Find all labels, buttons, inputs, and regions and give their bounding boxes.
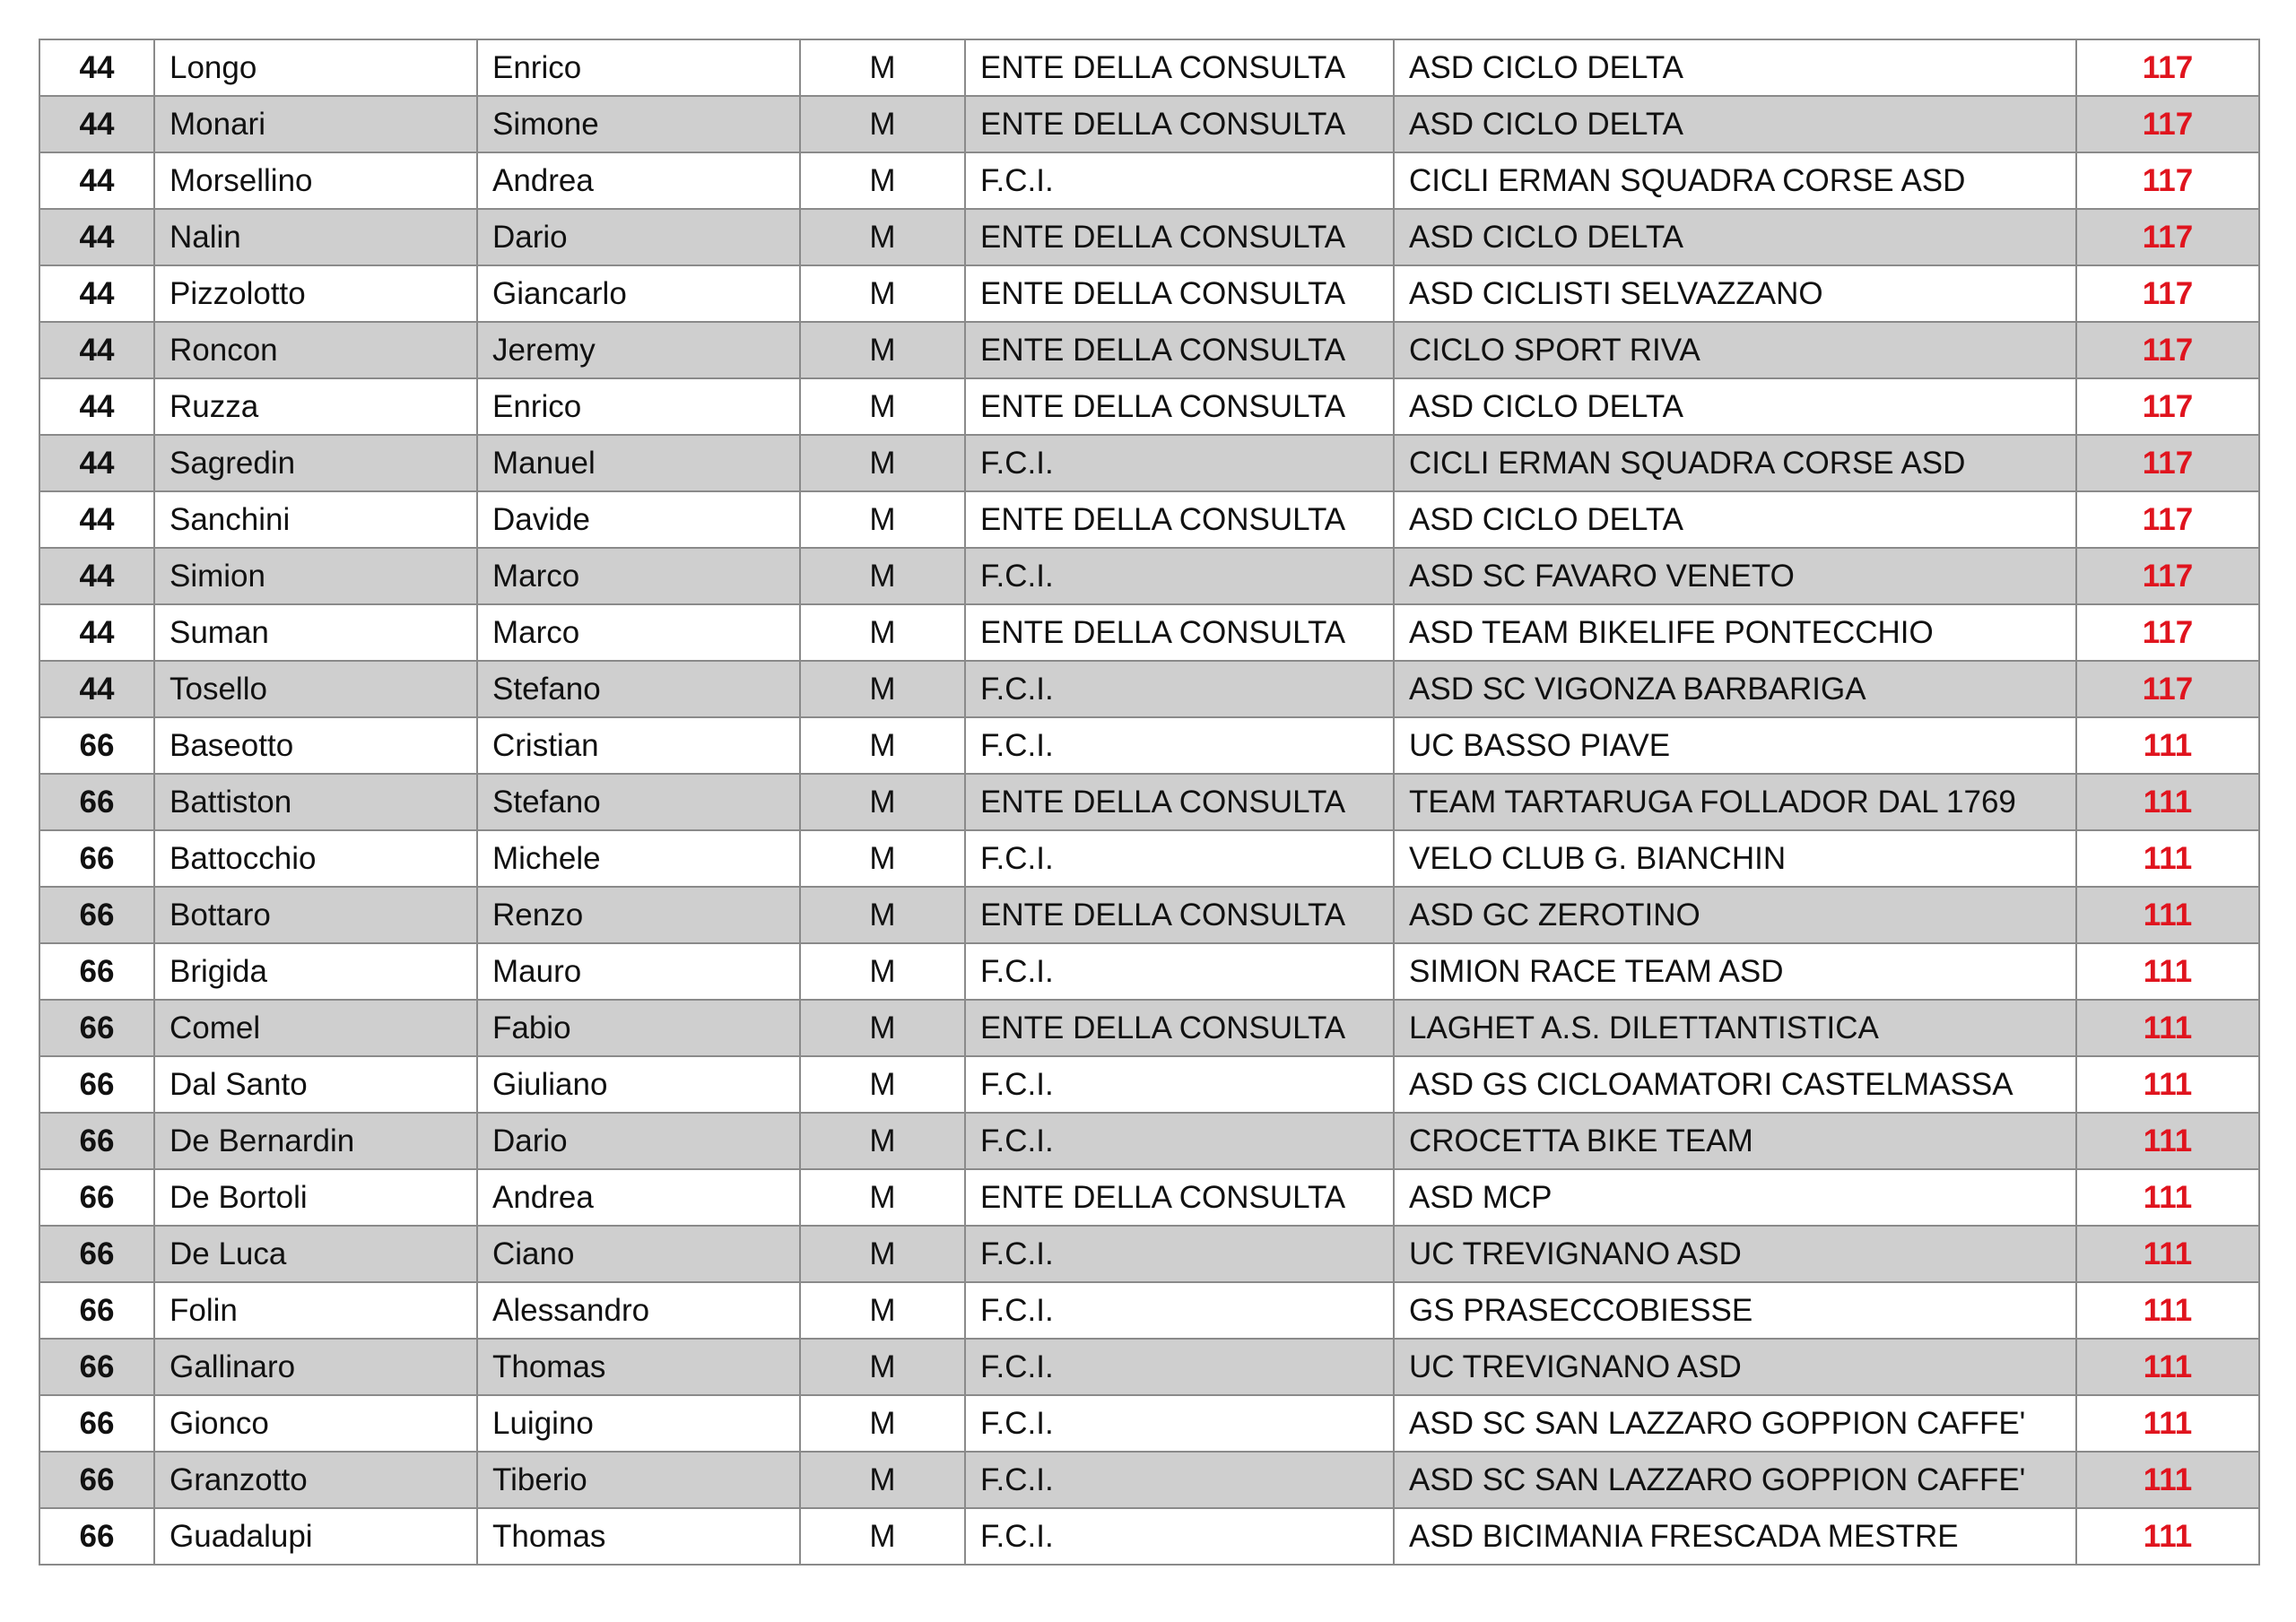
first-name-cell: Dario [477, 1113, 800, 1169]
table-row [39, 209, 2259, 265]
organization-cell: ENTE DELLA CONSULTA [965, 1000, 1394, 1056]
points-cell: 117 [2076, 661, 2259, 717]
position-cell: 44 [39, 322, 154, 378]
table-row [39, 96, 2259, 152]
table-row [39, 943, 2259, 1000]
table-row [39, 717, 2259, 774]
sex-cell: M [800, 435, 965, 491]
points-cell: 117 [2076, 378, 2259, 435]
organization-cell: ENTE DELLA CONSULTA [965, 322, 1394, 378]
sex-cell: M [800, 378, 965, 435]
team-cell: ASD SC SAN LAZZARO GOPPION CAFFE' [1394, 1395, 2076, 1452]
points-cell: 117 [2076, 491, 2259, 548]
sex-cell: M [800, 1452, 965, 1508]
first-name-cell: Cristian [477, 717, 800, 774]
team-cell: ASD MCP [1394, 1169, 2076, 1226]
table-row [39, 378, 2259, 435]
position-cell: 66 [39, 1282, 154, 1339]
points-cell: 111 [2076, 830, 2259, 887]
sex-cell: M [800, 661, 965, 717]
organization-cell: F.C.I. [965, 435, 1394, 491]
sex-cell: M [800, 943, 965, 1000]
organization-cell: ENTE DELLA CONSULTA [965, 774, 1394, 830]
table-row [39, 1000, 2259, 1056]
sex-cell: M [800, 774, 965, 830]
points-cell: 111 [2076, 1395, 2259, 1452]
first-name-cell: Luigino [477, 1395, 800, 1452]
last-name-cell: De Luca [154, 1226, 477, 1282]
sex-cell: M [800, 265, 965, 322]
last-name-cell: Simion [154, 548, 477, 604]
table-row [39, 435, 2259, 491]
sex-cell: M [800, 322, 965, 378]
points-cell: 117 [2076, 265, 2259, 322]
last-name-cell: Sanchini [154, 491, 477, 548]
organization-cell: ENTE DELLA CONSULTA [965, 209, 1394, 265]
team-cell: UC TREVIGNANO ASD [1394, 1226, 2076, 1282]
first-name-cell: Andrea [477, 1169, 800, 1226]
first-name-cell: Renzo [477, 887, 800, 943]
team-cell: UC TREVIGNANO ASD [1394, 1339, 2076, 1395]
points-cell: 111 [2076, 1056, 2259, 1113]
points-cell: 111 [2076, 1226, 2259, 1282]
first-name-cell: Giuliano [477, 1056, 800, 1113]
team-cell: ASD CICLO DELTA [1394, 491, 2076, 548]
organization-cell: ENTE DELLA CONSULTA [965, 378, 1394, 435]
last-name-cell: Longo [154, 39, 477, 96]
team-cell: ASD BICIMANIA FRESCADA MESTRE [1394, 1508, 2076, 1565]
last-name-cell: Tosello [154, 661, 477, 717]
position-cell: 44 [39, 152, 154, 209]
position-cell: 66 [39, 1056, 154, 1113]
team-cell: ASD CICLO DELTA [1394, 96, 2076, 152]
table-row [39, 1056, 2259, 1113]
sex-cell: M [800, 1395, 965, 1452]
table-row [39, 1452, 2259, 1508]
table-row [39, 1169, 2259, 1226]
first-name-cell: Thomas [477, 1508, 800, 1565]
sex-cell: M [800, 209, 965, 265]
points-cell: 117 [2076, 39, 2259, 96]
team-cell: GS PRASECCOBIESSE [1394, 1282, 2076, 1339]
first-name-cell: Dario [477, 209, 800, 265]
position-cell: 66 [39, 1169, 154, 1226]
team-cell: VELO CLUB G. BIANCHIN [1394, 830, 2076, 887]
sex-cell: M [800, 1282, 965, 1339]
position-cell: 44 [39, 39, 154, 96]
position-cell: 66 [39, 1395, 154, 1452]
last-name-cell: Bottaro [154, 887, 477, 943]
organization-cell: F.C.I. [965, 1508, 1394, 1565]
sex-cell: M [800, 1113, 965, 1169]
points-cell: 111 [2076, 1282, 2259, 1339]
position-cell: 44 [39, 265, 154, 322]
points-cell: 111 [2076, 1452, 2259, 1508]
team-cell: UC BASSO PIAVE [1394, 717, 2076, 774]
table-row [39, 1395, 2259, 1452]
position-cell: 66 [39, 943, 154, 1000]
sex-cell: M [800, 39, 965, 96]
last-name-cell: Battiston [154, 774, 477, 830]
first-name-cell: Ciano [477, 1226, 800, 1282]
position-cell: 66 [39, 717, 154, 774]
points-cell: 111 [2076, 1113, 2259, 1169]
first-name-cell: Stefano [477, 661, 800, 717]
last-name-cell: Morsellino [154, 152, 477, 209]
table-row [39, 830, 2259, 887]
table-row [39, 604, 2259, 661]
first-name-cell: Davide [477, 491, 800, 548]
position-cell: 66 [39, 1113, 154, 1169]
sex-cell: M [800, 604, 965, 661]
last-name-cell: Ruzza [154, 378, 477, 435]
table-row [39, 661, 2259, 717]
organization-cell: F.C.I. [965, 943, 1394, 1000]
last-name-cell: Comel [154, 1000, 477, 1056]
last-name-cell: Folin [154, 1282, 477, 1339]
team-cell: ASD GC ZEROTINO [1394, 887, 2076, 943]
team-cell: CICLI ERMAN SQUADRA CORSE ASD [1394, 435, 2076, 491]
last-name-cell: Sagredin [154, 435, 477, 491]
points-cell: 117 [2076, 152, 2259, 209]
last-name-cell: Gionco [154, 1395, 477, 1452]
points-cell: 111 [2076, 717, 2259, 774]
sex-cell: M [800, 717, 965, 774]
table-row [39, 1508, 2259, 1565]
organization-cell: ENTE DELLA CONSULTA [965, 96, 1394, 152]
organization-cell: ENTE DELLA CONSULTA [965, 39, 1394, 96]
last-name-cell: Nalin [154, 209, 477, 265]
last-name-cell: Gallinaro [154, 1339, 477, 1395]
team-cell: CICLO SPORT RIVA [1394, 322, 2076, 378]
sex-cell: M [800, 491, 965, 548]
organization-cell: F.C.I. [965, 152, 1394, 209]
organization-cell: F.C.I. [965, 1113, 1394, 1169]
organization-cell: F.C.I. [965, 1056, 1394, 1113]
organization-cell: F.C.I. [965, 1452, 1394, 1508]
first-name-cell: Tiberio [477, 1452, 800, 1508]
points-cell: 111 [2076, 1508, 2259, 1565]
last-name-cell: Granzotto [154, 1452, 477, 1508]
organization-cell: F.C.I. [965, 830, 1394, 887]
table-row [39, 1113, 2259, 1169]
first-name-cell: Andrea [477, 152, 800, 209]
first-name-cell: Simone [477, 96, 800, 152]
sex-cell: M [800, 152, 965, 209]
last-name-cell: De Bernardin [154, 1113, 477, 1169]
organization-cell: F.C.I. [965, 548, 1394, 604]
first-name-cell: Mauro [477, 943, 800, 1000]
sex-cell: M [800, 1508, 965, 1565]
first-name-cell: Enrico [477, 378, 800, 435]
position-cell: 44 [39, 209, 154, 265]
position-cell: 66 [39, 887, 154, 943]
points-cell: 111 [2076, 1339, 2259, 1395]
first-name-cell: Marco [477, 604, 800, 661]
table-row [39, 322, 2259, 378]
last-name-cell: De Bortoli [154, 1169, 477, 1226]
last-name-cell: Brigida [154, 943, 477, 1000]
position-cell: 66 [39, 830, 154, 887]
organization-cell: ENTE DELLA CONSULTA [965, 1169, 1394, 1226]
points-cell: 117 [2076, 322, 2259, 378]
first-name-cell: Thomas [477, 1339, 800, 1395]
team-cell: TEAM TARTARUGA FOLLADOR DAL 1769 [1394, 774, 2076, 830]
table-row [39, 265, 2259, 322]
first-name-cell: Enrico [477, 39, 800, 96]
position-cell: 44 [39, 661, 154, 717]
table-row [39, 887, 2259, 943]
last-name-cell: Baseotto [154, 717, 477, 774]
last-name-cell: Roncon [154, 322, 477, 378]
organization-cell: F.C.I. [965, 1226, 1394, 1282]
first-name-cell: Alessandro [477, 1282, 800, 1339]
position-cell: 44 [39, 435, 154, 491]
points-cell: 111 [2076, 943, 2259, 1000]
team-cell: ASD CICLO DELTA [1394, 209, 2076, 265]
last-name-cell: Suman [154, 604, 477, 661]
table-row [39, 1226, 2259, 1282]
organization-cell: ENTE DELLA CONSULTA [965, 887, 1394, 943]
points-cell: 111 [2076, 1169, 2259, 1226]
team-cell: ASD SC FAVARO VENETO [1394, 548, 2076, 604]
sex-cell: M [800, 1339, 965, 1395]
team-cell: SIMION RACE TEAM ASD [1394, 943, 2076, 1000]
table-row [39, 39, 2259, 96]
position-cell: 66 [39, 1226, 154, 1282]
last-name-cell: Monari [154, 96, 477, 152]
last-name-cell: Guadalupi [154, 1508, 477, 1565]
team-cell: CICLI ERMAN SQUADRA CORSE ASD [1394, 152, 2076, 209]
first-name-cell: Jeremy [477, 322, 800, 378]
team-cell: ASD GS CICLOAMATORI CASTELMASSA [1394, 1056, 2076, 1113]
table-row [39, 1282, 2259, 1339]
team-cell: ASD CICLO DELTA [1394, 378, 2076, 435]
table-row [39, 152, 2259, 209]
points-cell: 117 [2076, 209, 2259, 265]
points-cell: 111 [2076, 774, 2259, 830]
points-cell: 111 [2076, 887, 2259, 943]
position-cell: 44 [39, 491, 154, 548]
organization-cell: ENTE DELLA CONSULTA [965, 604, 1394, 661]
position-cell: 44 [39, 604, 154, 661]
first-name-cell: Manuel [477, 435, 800, 491]
sex-cell: M [800, 1056, 965, 1113]
sex-cell: M [800, 96, 965, 152]
ranking-table [39, 39, 2260, 1566]
sex-cell: M [800, 1226, 965, 1282]
last-name-cell: Dal Santo [154, 1056, 477, 1113]
position-cell: 44 [39, 548, 154, 604]
team-cell: CROCETTA BIKE TEAM [1394, 1113, 2076, 1169]
points-cell: 117 [2076, 604, 2259, 661]
team-cell: ASD TEAM BIKELIFE PONTECCHIO [1394, 604, 2076, 661]
sex-cell: M [800, 548, 965, 604]
sex-cell: M [800, 830, 965, 887]
table-row [39, 774, 2259, 830]
team-cell: ASD CICLO DELTA [1394, 39, 2076, 96]
position-cell: 66 [39, 1508, 154, 1565]
first-name-cell: Giancarlo [477, 265, 800, 322]
organization-cell: F.C.I. [965, 1282, 1394, 1339]
position-cell: 44 [39, 378, 154, 435]
first-name-cell: Marco [477, 548, 800, 604]
organization-cell: F.C.I. [965, 717, 1394, 774]
sex-cell: M [800, 887, 965, 943]
team-cell: ASD SC SAN LAZZARO GOPPION CAFFE' [1394, 1452, 2076, 1508]
points-cell: 117 [2076, 435, 2259, 491]
position-cell: 66 [39, 1339, 154, 1395]
team-cell: ASD SC VIGONZA BARBARIGA [1394, 661, 2076, 717]
sex-cell: M [800, 1169, 965, 1226]
first-name-cell: Michele [477, 830, 800, 887]
organization-cell: ENTE DELLA CONSULTA [965, 491, 1394, 548]
table-row [39, 491, 2259, 548]
organization-cell: F.C.I. [965, 1395, 1394, 1452]
organization-cell: ENTE DELLA CONSULTA [965, 265, 1394, 322]
table-row [39, 1339, 2259, 1395]
first-name-cell: Stefano [477, 774, 800, 830]
position-cell: 44 [39, 96, 154, 152]
position-cell: 66 [39, 1000, 154, 1056]
ranking-table-body [39, 39, 2259, 1565]
points-cell: 117 [2076, 96, 2259, 152]
position-cell: 66 [39, 1452, 154, 1508]
organization-cell: F.C.I. [965, 1339, 1394, 1395]
first-name-cell: Fabio [477, 1000, 800, 1056]
sex-cell: M [800, 1000, 965, 1056]
points-cell: 117 [2076, 548, 2259, 604]
position-cell: 66 [39, 774, 154, 830]
team-cell: ASD CICLISTI SELVAZZANO [1394, 265, 2076, 322]
team-cell: LAGHET A.S. DILETTANTISTICA [1394, 1000, 2076, 1056]
last-name-cell: Pizzolotto [154, 265, 477, 322]
table-row [39, 548, 2259, 604]
last-name-cell: Battocchio [154, 830, 477, 887]
points-cell: 111 [2076, 1000, 2259, 1056]
organization-cell: F.C.I. [965, 661, 1394, 717]
